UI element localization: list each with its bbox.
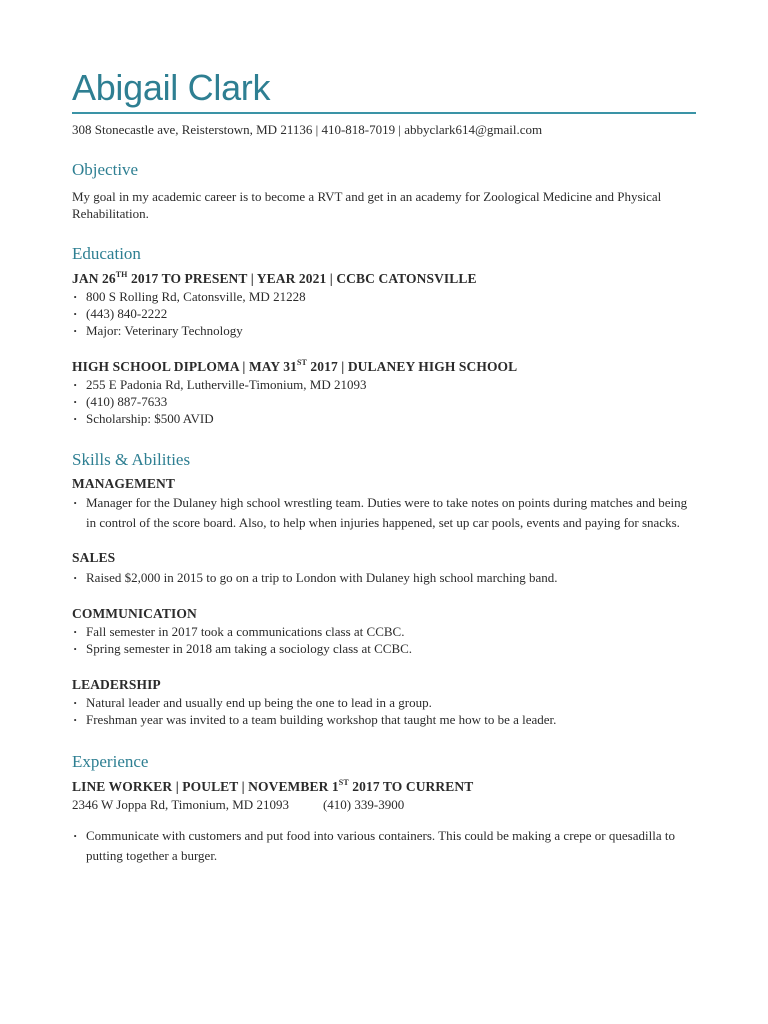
list-item: · 255 E Padonia Rd, Lutherville-Timonium, MD 21093: [72, 376, 696, 393]
list-item: · Natural leader and usually end up being the one to lead in a group.: [72, 694, 696, 711]
resume-name: Abigail Clark: [72, 67, 271, 108]
list-item: · Freshman year was invited to a team building workshop that taught me how to be a leader.: [72, 711, 696, 728]
education-entry-2-heading: [72, 358, 696, 376]
education-entry-2-heading-rest: 2017 | DULANEY HIGH SCHOOL: [306, 359, 518, 374]
job-heading: [72, 778, 696, 796]
skill-group-sales-details: [72, 569, 696, 586]
skill-group-communication-details: [72, 623, 696, 657]
education-entry-1-heading: [72, 270, 696, 288]
skill-group-leadership-details: [72, 694, 696, 728]
skill-group-management-heading: MANAGEMENT: [72, 476, 175, 491]
job-duties: [72, 826, 696, 866]
list-item: · Spring semester in 2018 am taking a sociology class at CCBC.: [72, 640, 696, 657]
list-item: · Scholarship: $500 AVID: [72, 410, 696, 427]
education-entry-1-heading-rest: 2017 TO PRESENT | YEAR 2021 | CCBC CATONSVILLE: [127, 271, 477, 286]
skill-group-communication-heading: COMMUNICATION: [72, 606, 197, 621]
list-item: · 800 S Rolling Rd, Catonsville, MD 21228: [72, 288, 696, 305]
job-phone: (410) 339-3900: [322, 797, 405, 812]
list-item: · Manager for the Dulaney high school wrestling team. Duties were to take notes on points during matches and being in control of the score board. Also, to help when injuries happened, set up car pools, events and paying for snacks.: [72, 493, 696, 533]
skill-group-management-details: [72, 493, 696, 533]
education-entry-1-details: [72, 288, 696, 339]
education-entry-1-heading-text: JAN 26: [72, 271, 116, 286]
education-entry-2-heading-text: HIGH SCHOOL DIPLOMA | MAY 31: [72, 359, 297, 374]
job-address: 2346 W Joppa Rd, Timonium, MD 21093: [72, 797, 289, 812]
education-entry-2-details: [72, 376, 696, 427]
job-heading-rest: 2017 TO CURRENT: [348, 779, 474, 794]
education-entry-1-heading-sup: TH: [115, 270, 128, 279]
job-heading-text: LINE WORKER | POULET | NOVEMBER 1: [72, 779, 339, 794]
experience-heading: Experience: [72, 752, 149, 771]
skill-group-leadership-heading: LEADERSHIP: [72, 677, 161, 692]
job-heading-sup: ST: [338, 778, 349, 787]
education-entry-2-heading-sup: ST: [296, 358, 307, 367]
job-location: [72, 796, 696, 813]
skills-heading: Skills & Abilities: [72, 450, 191, 469]
objective-heading: Objective: [72, 160, 139, 179]
objective-text: My goal in my academic career is to become a RVT and get in an academy for Zoological Medicine and Physical Rehabilitation.: [72, 189, 662, 221]
header-divider: [72, 112, 696, 114]
skill-group-sales-heading: SALES: [72, 550, 116, 565]
resume-page: [72, 64, 696, 866]
contact-line: 308 Stonecastle ave, Reisterstown, MD 21136 | 410-818-7019 | abbyclark614@gmail.com: [72, 122, 543, 137]
list-item: · (410) 887-7633: [72, 393, 696, 410]
list-item: · Fall semester in 2017 took a communications class at CCBC.: [72, 623, 696, 640]
list-item: · (443) 840-2222: [72, 305, 696, 322]
list-item: · Raised $2,000 in 2015 to go on a trip to London with Dulaney high school marching band.: [72, 569, 696, 586]
education-heading: Education: [72, 244, 141, 263]
list-item: · Major: Veterinary Technology: [72, 322, 696, 339]
list-item: · Communicate with customers and put food into various containers. This could be making a crepe or quesadilla to putting together a burger.: [72, 826, 696, 866]
